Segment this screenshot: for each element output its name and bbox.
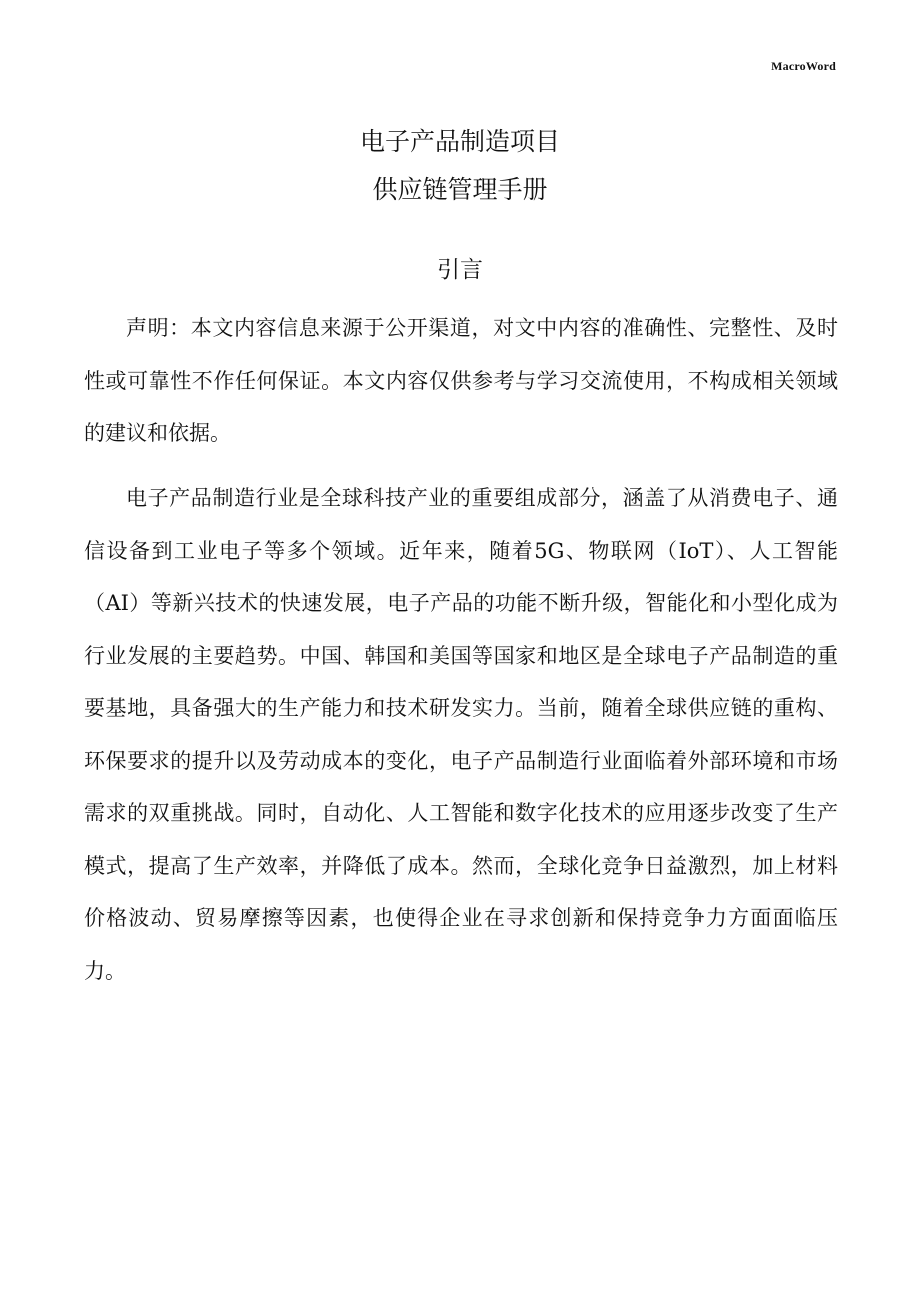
title-line-1: 电子产品制造项目 bbox=[359, 127, 560, 156]
header-brand: MacroWord bbox=[771, 59, 836, 73]
section-heading: 引言 bbox=[437, 257, 483, 283]
intro-paragraph: 电子产品制造行业是全球科技产业的重要组成部分，涵盖了从消费电子、通信设备到工业电子等多个领域。近年来，随着5G、物联网（IoT）、人工智能（AI）等新兴技术的快速发展，电子产品的功能不断升级，智能化和小型化成为行业发展的主要趋势。中国、韩国和美国等国家和地区是全球电子产品制造的重要基地，具备强大的生产能力和技术研发实力。当前，随着全球供应链的重构、环保要求的提升以及劳动成本的变化，电子产品制造行业面临着外部环境和市场需求的双重挑战。同时，自动化、人工智能和数字化技术的应用逐步改变了生产模式，提高了生产效率，并降低了成本。然而，全球化竞争日益激烈，加上材料价格波动、贸易摩擦等因素，也使得企业在寻求创新和保持竞争力方面面临压力。 bbox=[84, 486, 838, 983]
disclaimer-paragraph: 声明：本文内容信息来源于公开渠道，对文中内容的准确性、完整性、及时性或可靠性不作任何保证。本文内容仅供参考与学习交流使用，不构成相关领域的建议和依据。 bbox=[84, 316, 838, 445]
document-title bbox=[0, 118, 920, 214]
title-line-2: 供应链管理手册 bbox=[372, 175, 548, 204]
